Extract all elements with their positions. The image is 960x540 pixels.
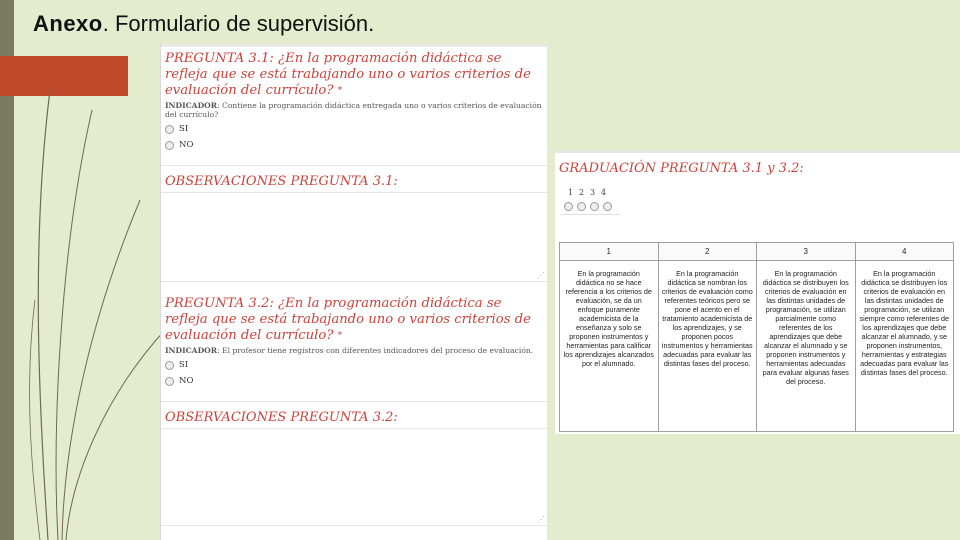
resize-grip-icon[interactable]: ⋰ [537,515,545,524]
option-si-3-1[interactable]: SI [165,123,547,135]
radio-icon[interactable] [165,377,174,386]
resize-grip-icon[interactable]: ⋰ [537,271,545,280]
rubric-table [559,242,954,432]
radio-icon[interactable] [590,202,599,211]
radio-icon[interactable] [564,202,573,211]
decorative-lines [0,0,170,540]
rubric-header: 2 [658,243,757,261]
graduation-radios [564,202,960,211]
slide-title: Anexo. Formulario de supervisión. [33,11,375,36]
question-3-2-title: PREGUNTA 3.2: ¿En la programación didáctica se refleja que se está trabajando uno o varios criterios de evaluación del currículo? * [165,296,531,343]
scale-label: 4 [600,188,607,197]
radio-icon[interactable] [577,202,586,211]
question-3-1-title: PREGUNTA 3.1: ¿En la programación didáctica se refleja que se está trabajando uno o varios criterios de evaluación del currículo? * [165,51,531,98]
rubric-header: 1 [560,243,659,261]
option-no-3-1[interactable]: NO [165,139,547,151]
scale-label: 1 [567,188,574,197]
graduation-screenshot [555,150,960,434]
radio-icon[interactable] [603,202,612,211]
question-3-1-indicator: INDICADOR: Contiene la programación didáctica entregada uno o varios criterios de evaluación del currículo? [165,101,542,119]
option-no-3-2[interactable]: NO [165,375,547,387]
option-si-3-2[interactable]: SI [165,359,547,371]
radio-icon[interactable] [165,361,174,370]
scale-label: 2 [578,188,585,197]
rubric-cell: En la programación didáctica se distribuyen los criterios de evaluación en las distintas unidades de programación, se utilizan parcialmente como referentes de los aprendizajes que debe alcanzar el alumnado y se proponen instrumentos y herramientas adecuadas para evaluar algunas fases del proceso. [757,261,856,432]
scale-label: 3 [589,188,596,197]
rubric-cell: En la programación didáctica no se hace referencia a los criterios de evaluación, se da un enfoque puramente academicista de la enseñanza y solo se proponen instrumentos y herramientas para calificar los aprendizajes alcanzados por el alumnado. [560,261,659,432]
radio-icon[interactable] [165,141,174,150]
rubric-header: 4 [855,243,954,261]
form-screenshot [160,44,547,540]
graduation-title: GRADUACIÓN PREGUNTA 3.1 y 3.2: [559,161,804,176]
observations-3-2-textarea[interactable] [161,428,547,526]
rubric-cell: En la programación didáctica se nombran los criterios de evaluación como referentes teóricos pero se pone el acento en el tratamiento academicista de los aprendizajes, y se proponen pocos instrumentos y herramientas adecuadas para evaluar las distintas fases del proceso. [658,261,757,432]
observations-3-2-title: OBSERVACIONES PREGUNTA 3.2: [165,410,398,425]
observations-3-1-textarea[interactable] [161,192,547,282]
observations-3-1-title: OBSERVACIONES PREGUNTA 3.1: [165,174,398,189]
rubric-cell: En la programación didáctica se distribuyen los criterios de evaluación en las distintas unidades de programación, se utilizan siempre como referentes de los aprendizajes que debe alcanzar el alumnado, y se proponen instrumentos, herramientas y estrategias adecuadas para evaluar las distintas fases del proceso. [855,261,954,432]
rubric-header: 3 [757,243,856,261]
question-3-2-indicator: INDICADOR: El profesor tiene registros con diferentes indicadores del proceso de evaluación. [165,346,534,355]
radio-icon[interactable] [165,125,174,134]
graduation-scale [565,188,960,197]
